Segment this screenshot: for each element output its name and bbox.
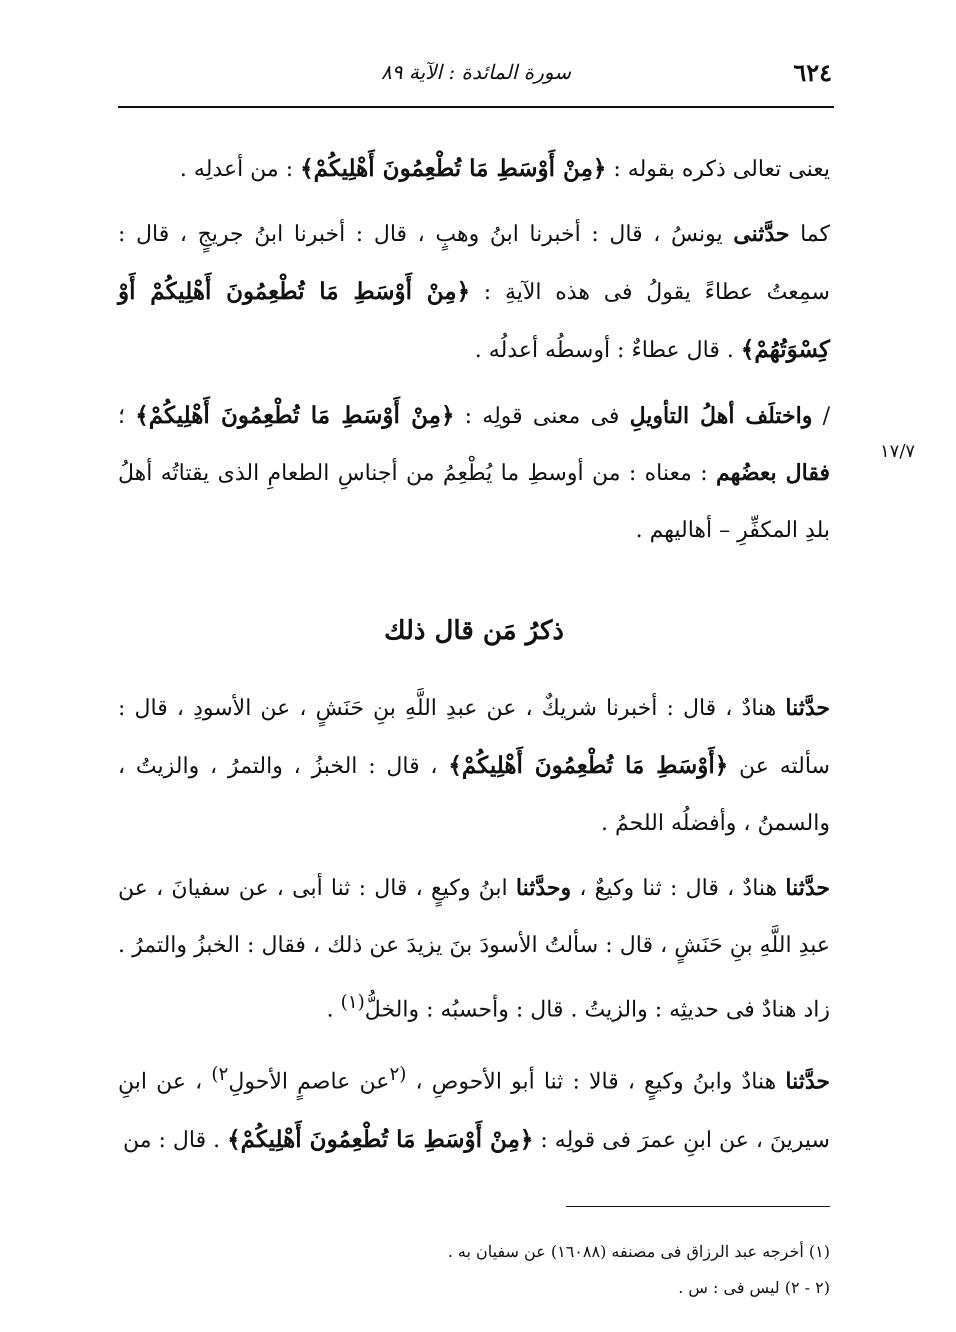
quran-verse: ﴿مِنْ أَوْسَطِ مَا تُطْعِمُونَ أَهْلِيكُمْ أَوْ كِسْوَتُهُمْ﴾ <box>118 278 830 363</box>
text-run: . <box>326 997 341 1023</box>
footnote-marker: ٢) <box>211 1064 229 1086</box>
footnote-rule <box>566 1206 830 1207</box>
quran-verse: ﴿أَوْسَطِ مَا تُطْعِمُونَ أَهْلِيكُمْ﴾ <box>448 752 729 779</box>
bold-text: واختلَف أهلُ التأويلِ <box>629 403 813 429</box>
text-run: هنادٌ ، قال : أخبرنا شريكٌ ، عن عبدِ اللَّهِ بنِ حَنَشٍ ، عن الأسودِ ، قال : سألته عن <box>118 696 830 779</box>
footnote-marker: (٢ <box>389 1064 407 1086</box>
quran-verse: ﴿مِنْ أَوْسَطِ مَا تُطْعِمُونَ أَهْلِيكُمْ﴾ <box>227 1125 534 1153</box>
text-run: هنادٌ ، قال : ثنا وكيعٌ ، <box>571 876 786 901</box>
header-rule <box>118 106 834 108</box>
text-run: / <box>812 404 830 429</box>
quran-verse: ﴿مِنْ أَوْسَطِ مَا تُطْعِمُونَ أَهْلِيكُمْ﴾ <box>135 402 455 429</box>
marginal-reference: ١٧/٧ <box>880 441 916 462</box>
footnote-marker: (١) <box>340 992 365 1013</box>
paragraph <box>118 387 830 559</box>
paragraph <box>118 1046 830 1168</box>
page-header <box>120 58 832 98</box>
text-run: هنادٌ وابنُ وكيعٍ ، قالا : ثنا أبو الأحوصِ ، <box>406 1069 786 1095</box>
quran-verse: ﴿مِنْ أَوْسَطِ مَا تُطْعِمُونَ أَهْلِيكُمْ﴾ <box>300 155 607 182</box>
bold-text: حدَّثنا <box>785 875 831 901</box>
paragraph <box>118 206 830 379</box>
text-run: فى معنى قولِه : <box>454 404 630 429</box>
paragraph <box>118 680 830 852</box>
text-run: . قال : من <box>122 1127 228 1153</box>
text-run: : معناه : من أوسطِ ما يُطْعِمُ من أجناسِ الطعامِ الذى يقتاتُه أهلُ بلدِ المكفِّرِ – أهاليهم . <box>118 461 830 543</box>
text-run: كما <box>789 222 831 247</box>
text-run: ، قال : الخبزُ ، والتمرُ ، والزيتُ ، والسمنُ ، وأفضلُه اللحمُ . <box>118 754 830 836</box>
footnote: (١) أخرجه عبد الرزاق فى مصنفه (١٦٠٨٨) عن سفيان به . <box>447 1242 830 1261</box>
footnote: (٢ - ٢) ليس فى : س . <box>678 1278 830 1297</box>
bold-text: وحدَّثنا <box>515 875 572 901</box>
section-heading: ذكرُ مَن قال ذلك <box>384 616 564 646</box>
text-run: : من أعدلِه . <box>179 157 301 182</box>
paragraph <box>118 140 830 198</box>
text-run: ؛ <box>118 404 136 429</box>
bold-text: حدَّثنا <box>785 1068 830 1095</box>
text-run: . قال عطاءٌ : أوسطُه أعدلُه . <box>474 338 741 363</box>
text-run: ، عن ابنِ سيرينَ ، عن ابنِ عمرَ فى قولِه : <box>118 1069 830 1153</box>
main-text <box>118 140 830 1177</box>
bold-text: حدَّثنا <box>785 695 830 721</box>
bold-text: فقال بعضُهم <box>716 460 830 486</box>
running-title: سورة المائدة : الآية ٨٩ <box>381 60 571 84</box>
text-run: يعنى تعالى ذكره بقوله : <box>606 157 830 182</box>
text-run: يونسُ ، قال : أخبرنا ابنُ وهبٍ ، قال : أخبرنا ابنُ جريجٍ ، قال : سمِعتُ عطاءً يقولُ فى هذه الآيةِ : <box>118 222 830 305</box>
text-run: ابنُ وكيعٍ ، قال : ثنا أبى ، عن سفيانَ ، عن عبدِ اللَّهِ بنِ حَنَشٍ ، قال : سألتُ الأسودَ بنَ يزيدَ عن ذلك ، فقال : الخبزُ والتمرُ . زاد هنادٌ فى حديثِه : والزيتُ . قال : وأحسبُه : والخلُّ <box>118 876 830 1023</box>
text-run: عن عاصمٍ الأحولِ <box>228 1069 390 1095</box>
page-number: ٦٢٤ <box>793 58 832 87</box>
bold-text: حدَّثنى <box>733 221 790 247</box>
footnotes <box>118 1234 830 1306</box>
paragraph <box>118 860 830 1038</box>
